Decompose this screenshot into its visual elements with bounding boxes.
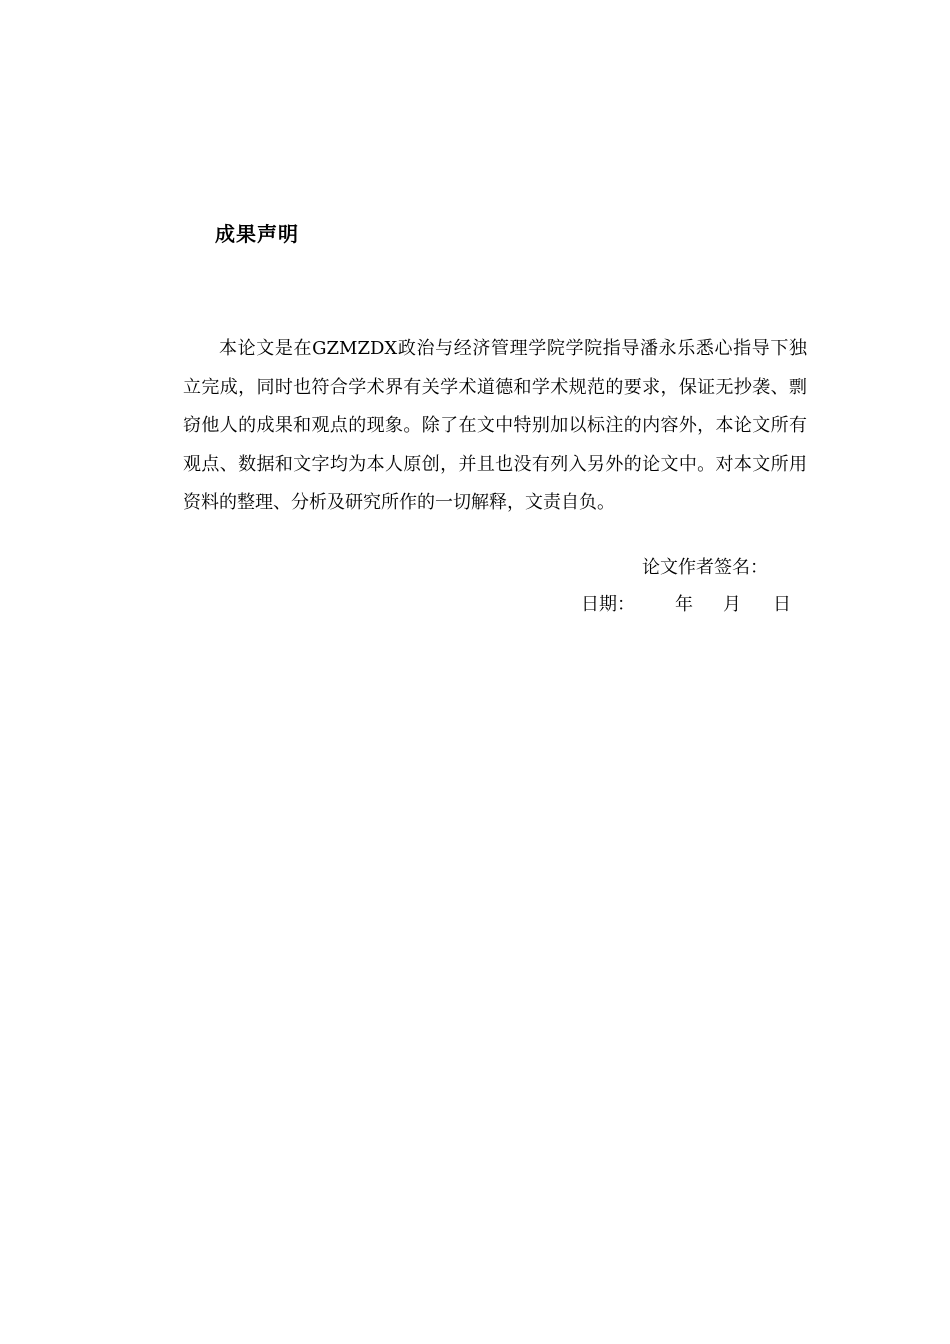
year-label: 年 (675, 594, 693, 615)
day-label: 日 (773, 594, 791, 615)
date-label: 日期： (581, 594, 635, 615)
author-signature-label: 论文作者签名： (642, 557, 768, 578)
date-line (581, 592, 793, 618)
page-title: 成果声明 (215, 222, 299, 246)
month-label: 月 (723, 594, 741, 615)
declaration-paragraph: 本论文是在GZMZDX政治与经济管理学院学院指导潘永乐悉心指导下独立完成，同时也符合学术界有关学术道德和学术规范的要求，保证无抄袭、剽窃他人的成果和观点的现象。除了在文中特别加以标注的内容外，本论文所有观点、数据和文字均为本人原创，并且也没有列入另外的论文中。对本文所用资料的整理、分析及研究所作的一切解释，文责自负。 (183, 338, 807, 513)
